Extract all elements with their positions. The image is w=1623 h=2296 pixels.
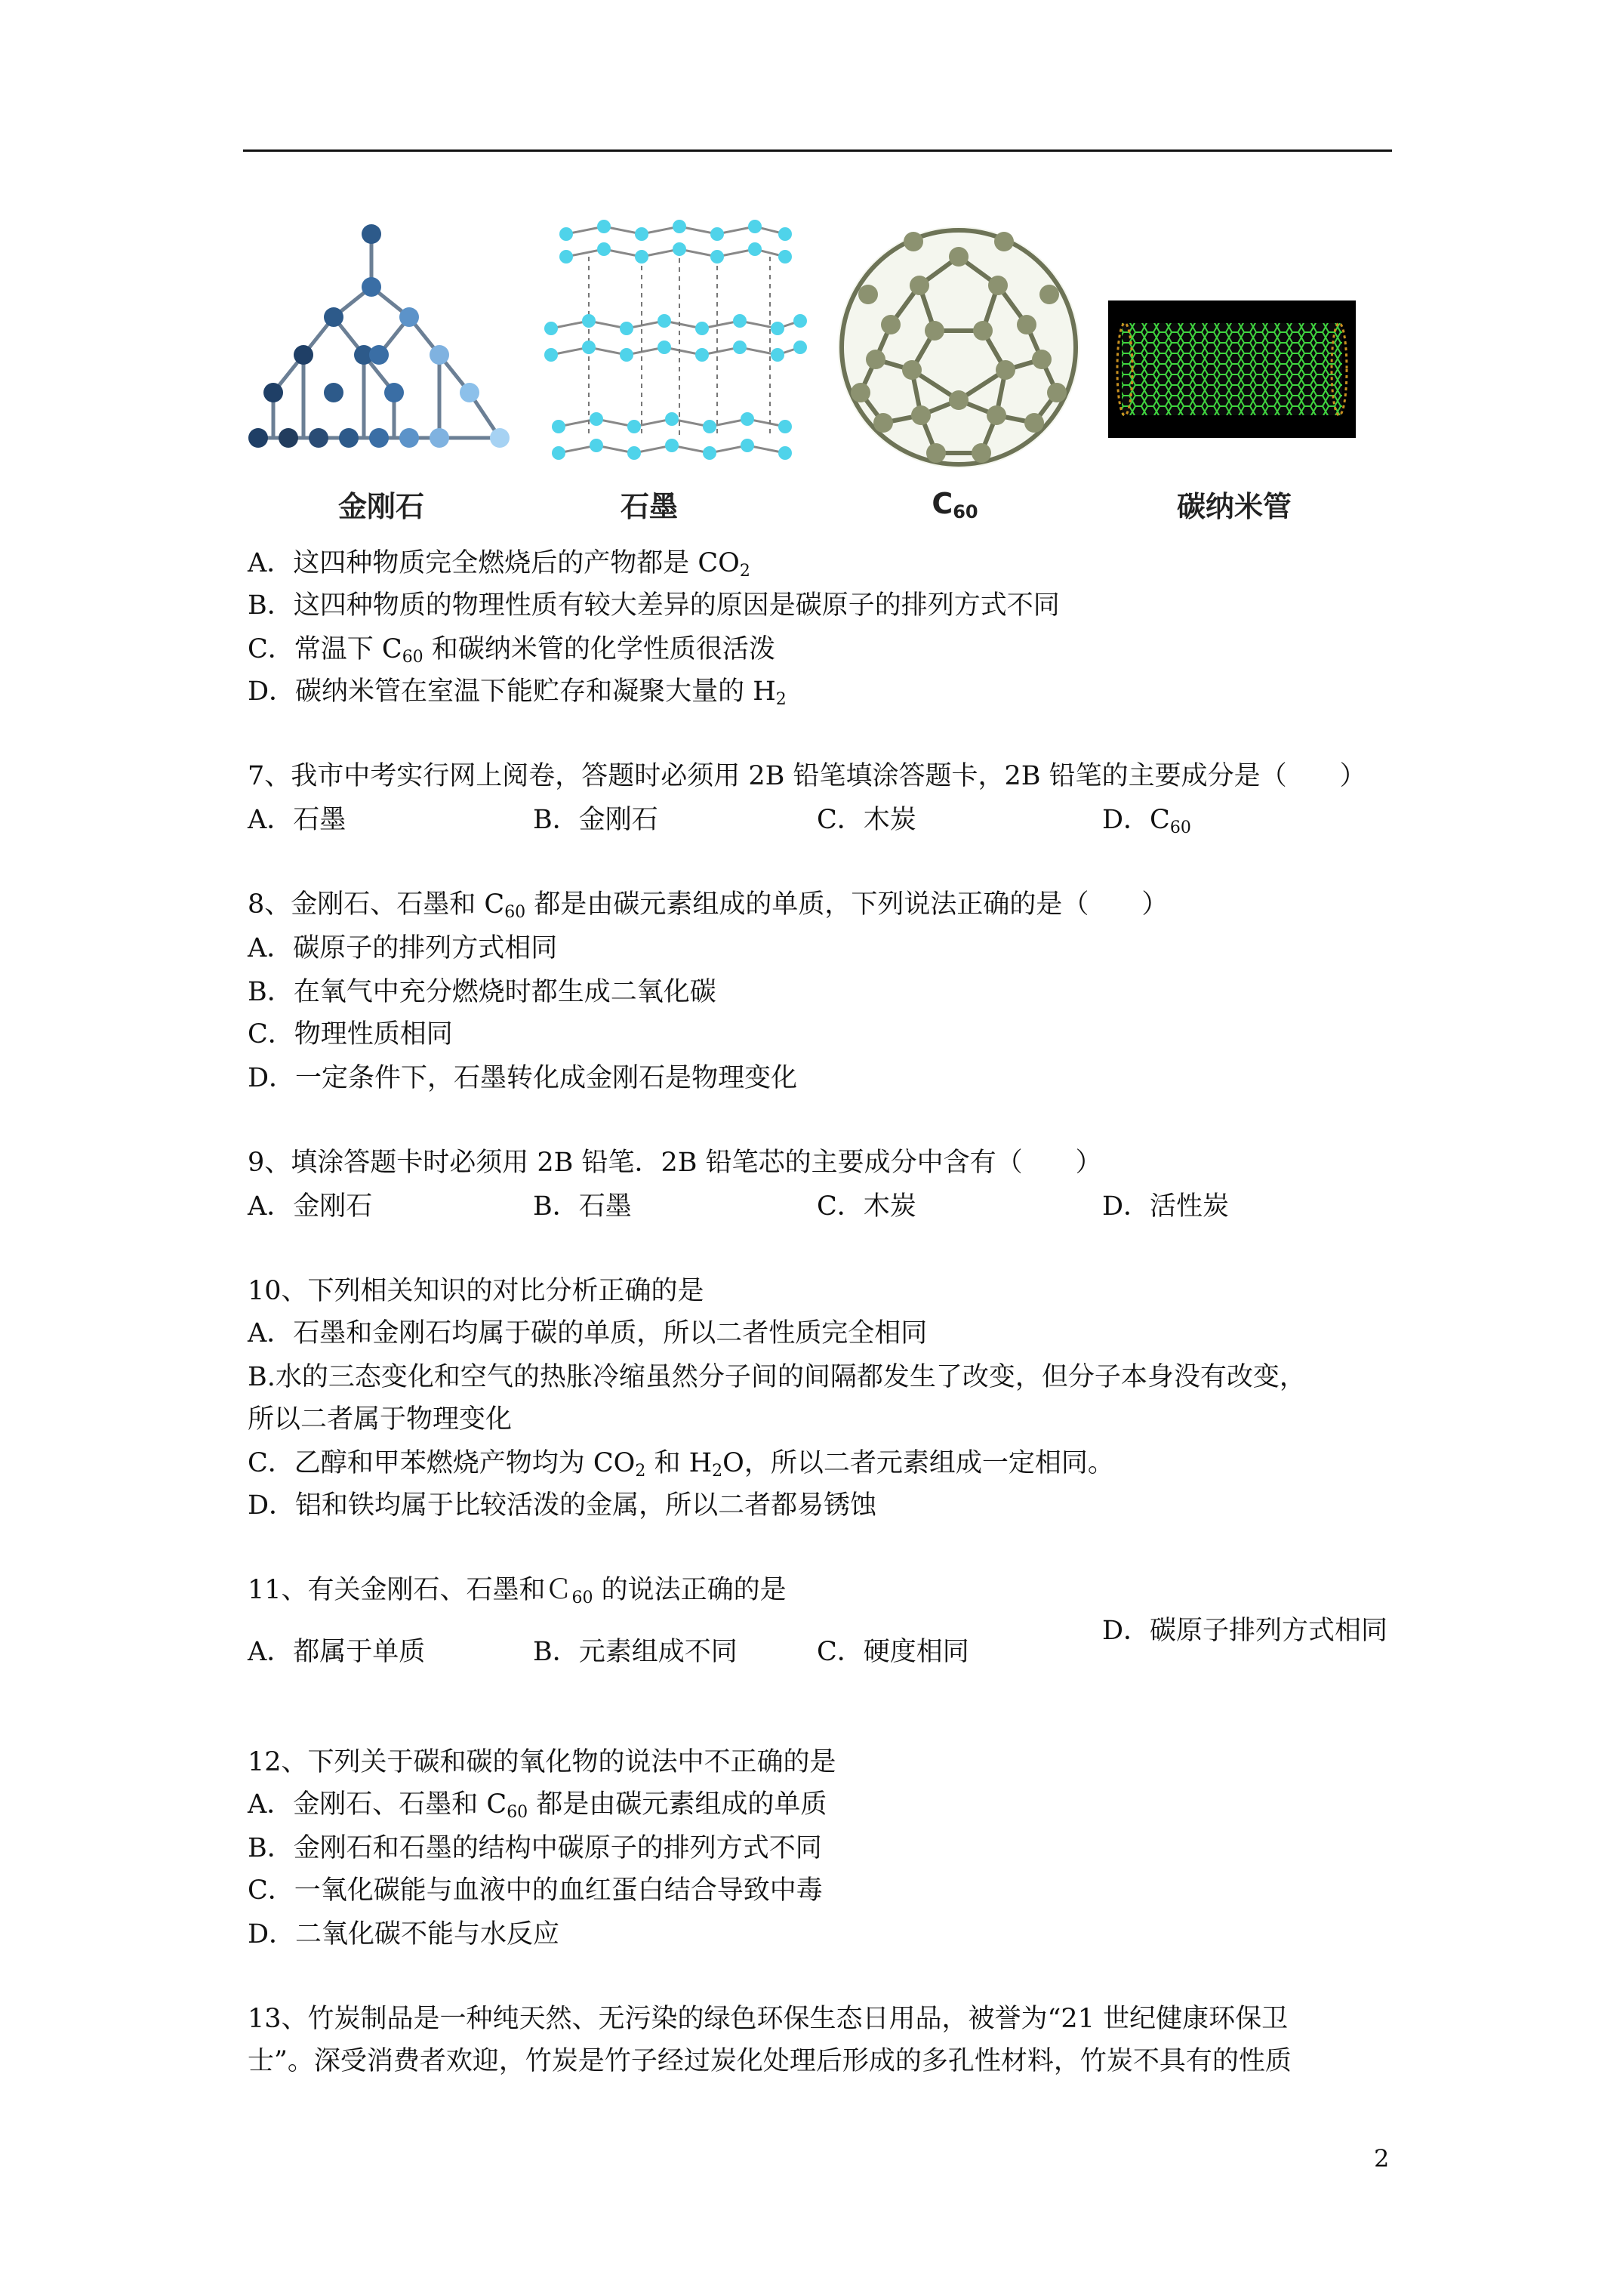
c60-structure-figure	[823, 211, 1095, 486]
figure-caption-nanotube: 碳纳米管	[1176, 490, 1292, 523]
q12-option-c: C．一氧化碳能与血液中的血红蛋白结合导致中毒	[248, 1875, 823, 1906]
q8-option-c: C．物理性质相同	[248, 1019, 453, 1049]
q9-stem: 9、填涂答题卡时必须用 2B 铅笔．2B 铅笔芯的主要成分中含有（ ）	[248, 1148, 1102, 1178]
q10-option-b-line2: 所以二者属于物理变化	[248, 1404, 513, 1435]
q10-option-a: A．石墨和金刚石均属于碳的单质，所以二者性质完全相同	[248, 1318, 928, 1348]
header-rule	[243, 149, 1392, 152]
q9-option-c: C．木炭	[817, 1191, 916, 1222]
q13-stem-line1: 13、竹炭制品是一种纯天然、无污染的绿色环保生态日用品，被誉为“21 世纪健康环保卫	[248, 2004, 1289, 2034]
q12-option-b: B．金刚石和石墨的结构中碳原子的排列方式不同	[248, 1833, 822, 1863]
q12-option-a	[248, 1786, 827, 1831]
q13-stem-line2: 士”。深受消费者欢迎，竹炭是竹子经过炭化处理后形成的多孔性材料，竹炭不具有的性质	[248, 2046, 1292, 2076]
q6-option-c	[248, 631, 775, 676]
page-number: 2	[1374, 2144, 1390, 2173]
q8-option-a: A．碳原子的排列方式相同	[248, 933, 558, 963]
q12-option-a-sub: 60	[507, 1803, 528, 1822]
q8-stem-sub: 60	[504, 903, 526, 922]
q6-option-c-rest: 和碳纳米管的化学性质很活泼	[423, 634, 775, 664]
q8-stem-text: 8、金刚石、石墨和 C	[248, 889, 505, 920]
q9-option-b: B．石墨	[533, 1191, 632, 1222]
figure-caption-c60-main: C	[932, 487, 953, 520]
q6-option-d-sub: 2	[775, 690, 787, 709]
q10-option-c	[248, 1445, 1114, 1490]
q6-option-a-text: A．这四种物质完全燃烧后的产物都是 CO	[248, 548, 740, 578]
q8-option-b: B．在氧气中充分燃烧时都生成二氧化碳	[248, 977, 716, 1007]
q9-option-d: D．活性炭	[1102, 1191, 1230, 1222]
figure-caption-diamond: 金刚石	[337, 490, 424, 523]
q8-option-d: D．一定条件下，石墨转化成金刚石是物理变化	[248, 1063, 798, 1093]
q7-option-d-text: D．C	[1102, 805, 1170, 835]
q6-option-a	[248, 545, 750, 590]
q10-option-d: D．铝和铁均属于比较活泼的金属，所以二者都易锈蚀	[248, 1490, 877, 1521]
q10-option-c-sub2: 2	[712, 1462, 723, 1481]
q10-option-c-text: C．乙醇和甲苯燃烧产物均为 CO	[248, 1448, 636, 1478]
q12-stem: 12、下列关于碳和碳的氧化物的说法中不正确的是	[248, 1747, 836, 1777]
q12-option-d: D．二氧化碳不能与水反应	[248, 1919, 560, 1949]
graphite-structure-figure	[544, 211, 808, 471]
q6-option-c-sub: 60	[402, 648, 423, 667]
figure-caption-graphite: 石墨	[620, 490, 678, 523]
q7-option-c: C．木炭	[817, 805, 916, 835]
q8-stem-rest: 都是由碳元素组成的单质，下列说法正确的是（ ）	[525, 889, 1169, 920]
q10-option-c-rest: O，所以二者元素组成一定相同。	[722, 1448, 1114, 1478]
q11-option-b: B．元素组成不同	[533, 1637, 738, 1667]
q11-stem-sub: 60	[571, 1589, 593, 1607]
q10-option-b-line1: B.水的三态变化和空气的热胀冷缩虽然分子间的间隔都发生了改变，但分子本身没有改变，	[248, 1362, 1306, 1392]
q8-stem	[248, 886, 1168, 931]
q7-option-d	[1102, 802, 1191, 846]
q7-option-a: A．石墨	[248, 805, 346, 835]
q10-option-c-sub1: 2	[635, 1462, 646, 1481]
q12-option-a-text: A．金刚石、石墨和 C	[248, 1789, 507, 1820]
q9-option-a: A．金刚石	[248, 1191, 373, 1222]
q10-stem: 10、下列相关知识的对比分析正确的是	[248, 1276, 704, 1306]
q6-option-d	[248, 673, 787, 718]
q10-option-c-mid: 和 H	[645, 1448, 713, 1478]
q11-stem-text: 11、有关金刚石、石墨和Ｃ	[248, 1575, 572, 1605]
diamond-structure-figure	[243, 211, 522, 471]
figure-caption-c60-sub: 60	[953, 501, 978, 522]
q11-stem-rest: 的说法正确的是	[593, 1575, 787, 1605]
q6-option-c-text: C．常温下 C	[248, 634, 402, 664]
q12-option-a-rest: 都是由碳元素组成的单质	[528, 1789, 827, 1820]
q7-option-b: B．金刚石	[533, 805, 658, 835]
q11-option-a: A．都属于单质	[248, 1637, 426, 1667]
q7-stem: 7、我市中考实行网上阅卷，答题时必须用 2B 铅笔填涂答题卡，2B 铅笔的主要成分是（ ）	[248, 761, 1366, 791]
q11-option-c: C．硬度相同	[817, 1637, 969, 1667]
nanotube-structure-figure	[1108, 300, 1356, 441]
q11-option-d: D．碳原子排列方式相同	[1102, 1616, 1388, 1646]
q11-stem	[248, 1572, 787, 1616]
q7-option-d-sub: 60	[1169, 818, 1191, 837]
q6-option-d-text: D．碳纳米管在室温下能贮存和凝聚大量的 H	[248, 676, 776, 707]
q6-option-a-sub: 2	[739, 562, 750, 581]
q6-option-b: B．这四种物质的物理性质有较大差异的原因是碳原子的排列方式不同	[248, 590, 1060, 621]
figure-caption-c60	[913, 487, 996, 522]
